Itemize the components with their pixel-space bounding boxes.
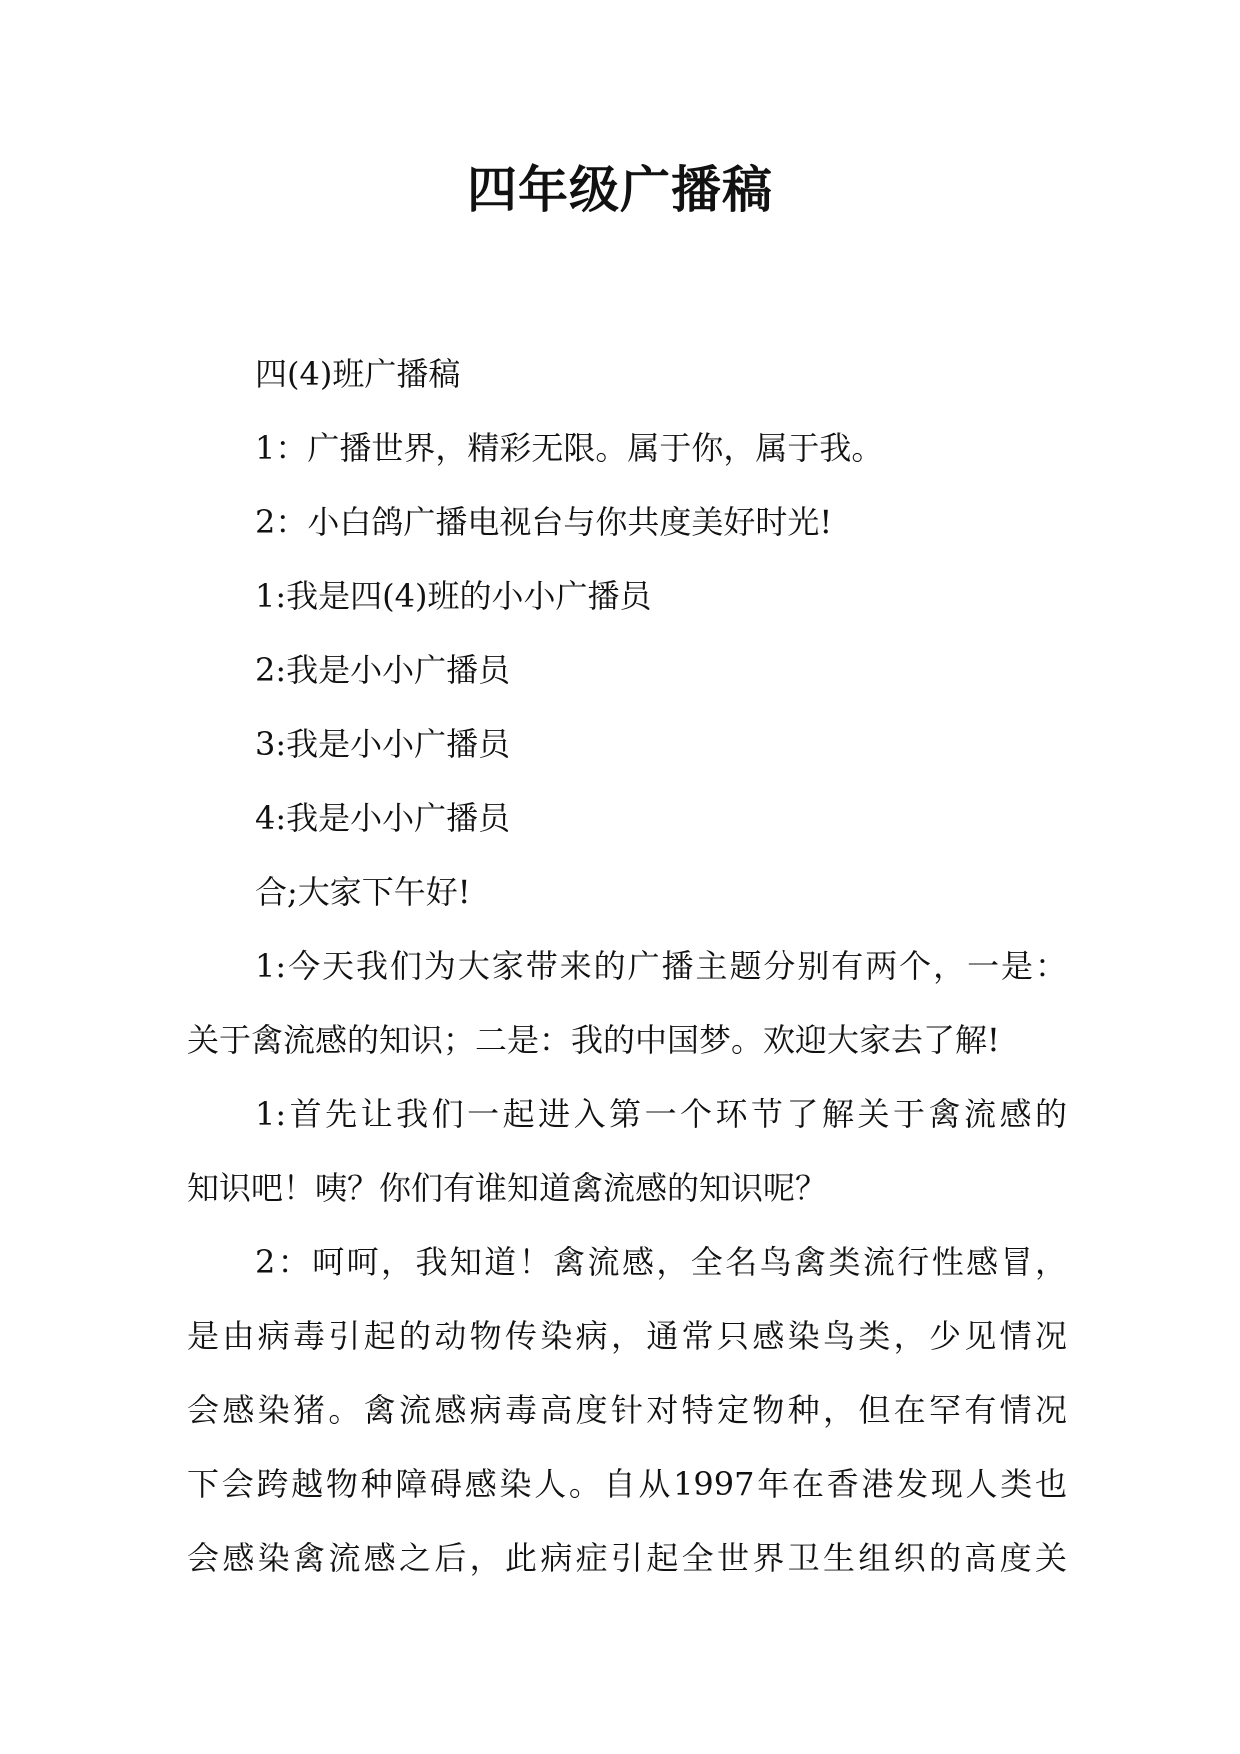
text-line: 会感染猪。禽流感病毒高度针对特定物种，但在罕有情况 [187, 1391, 1067, 1429]
text-line: 2：呵呵，我知道！禽流感，全名鸟禽类流行性感冒， [255, 1243, 1067, 1281]
document-title: 四年级广播稿 [467, 160, 773, 219]
text-line: 下会跨越物种障碍感染人。自从1997年在香港发现人类也 [187, 1465, 1067, 1503]
text-line: 是由病毒引起的动物传染病，通常只感染鸟类，少见情况 [187, 1317, 1067, 1355]
text-line: 1:我是四(4)班的小小广播员 [255, 577, 652, 615]
text-line: 2：小白鸽广播电视台与你共度美好时光! [255, 503, 833, 541]
text-line: 知识吧！咦？你们有谁知道禽流感的知识呢？ [187, 1169, 828, 1207]
text-line: 1:首先让我们一起进入第一个环节了解关于禽流感的 [255, 1095, 1067, 1133]
text-line: 4:我是小小广播员 [255, 799, 511, 837]
text-line: 1：广播世界，精彩无限。属于你，属于我。 [255, 429, 884, 467]
text-line: 1:今天我们为大家带来的广播主题分别有两个，一是： [255, 947, 1067, 985]
document-body [187, 337, 1067, 1595]
text-line: 合;大家下午好! [255, 873, 471, 911]
text-line: 会感染禽流感之后，此病症引起全世界卫生组织的高度关 [187, 1539, 1067, 1577]
text-line: 3:我是小小广播员 [255, 725, 511, 763]
text-line: 四(4)班广播稿 [255, 355, 461, 393]
text-line: 关于禽流感的知识；二是：我的中国梦。欢迎大家去了解! [187, 1021, 1000, 1059]
text-line: 2:我是小小广播员 [255, 651, 511, 689]
